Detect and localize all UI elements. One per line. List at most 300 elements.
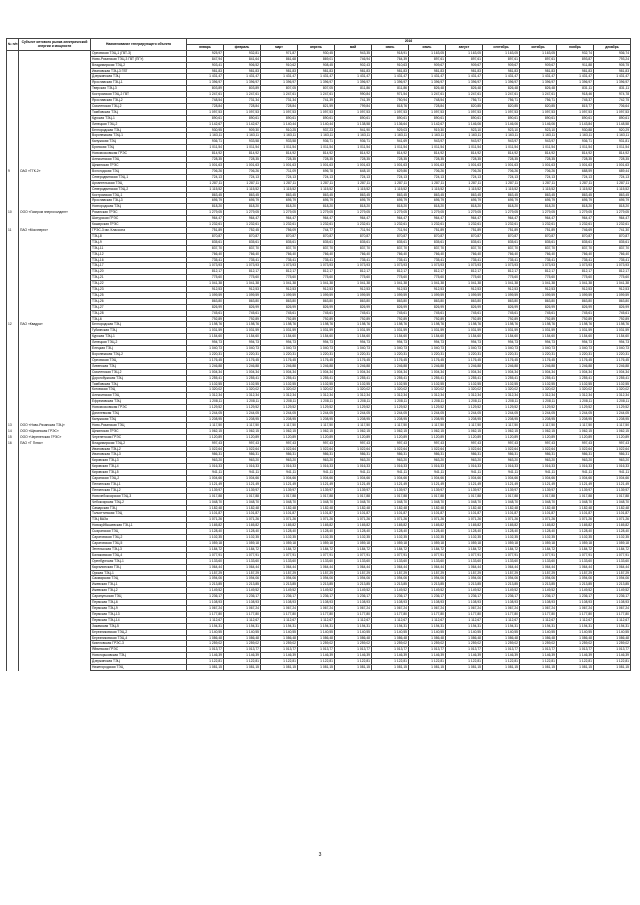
month-value: 1 117,50 bbox=[594, 422, 631, 428]
month-value: 1 097,53 bbox=[520, 109, 557, 115]
month-value: 1 016,33 bbox=[594, 464, 631, 470]
month-value: 1 004,34 bbox=[557, 369, 594, 375]
month-value: 1 122,81 bbox=[409, 659, 446, 665]
month-value: 1 101,87 bbox=[483, 511, 520, 517]
month-value: 1 102,35 bbox=[298, 535, 335, 541]
object-name: Саранская ТЭЦ-2 bbox=[91, 476, 187, 482]
month-value: 1 064,44 bbox=[224, 564, 261, 570]
month-value: 1 004,34 bbox=[261, 369, 298, 375]
month-value: 751,89 bbox=[483, 227, 520, 233]
month-value: 1 208,11 bbox=[520, 399, 557, 405]
month-value: 766,40 bbox=[372, 251, 409, 257]
object-name: Липецкая ТЭЦ-2 bbox=[91, 121, 187, 127]
month-value: 1 182,48 bbox=[594, 505, 631, 511]
month-value: 1 122,81 bbox=[224, 659, 261, 665]
month-value: 941,11 bbox=[298, 470, 335, 476]
month-value: 1 236,17 bbox=[224, 594, 261, 600]
month-value: 1 016,33 bbox=[557, 464, 594, 470]
month-value: 1 213,85 bbox=[298, 582, 335, 588]
month-value: 1 004,34 bbox=[187, 369, 224, 375]
month-value: 1 244,05 bbox=[372, 411, 409, 417]
month-value: 1 165,82 bbox=[483, 523, 520, 529]
month-value: 870,87 bbox=[224, 233, 261, 239]
month-value: 1 213,85 bbox=[520, 582, 557, 588]
month-value: 1 146,39 bbox=[446, 653, 483, 659]
month-value: 994,73 bbox=[372, 340, 409, 346]
month-value: 745,61 bbox=[483, 310, 520, 316]
month-value: 1 320,02 bbox=[261, 387, 298, 393]
month-value: 1 094,06 bbox=[298, 576, 335, 582]
month-value: 986,31 bbox=[372, 452, 409, 458]
month-value: 1 133,60 bbox=[409, 558, 446, 564]
month-value: 964,47 bbox=[224, 216, 261, 222]
month-value: 1 122,81 bbox=[557, 659, 594, 665]
object-name: Курская ТЭЦ-1 bbox=[91, 334, 187, 340]
month-value: 1 086,48 bbox=[261, 635, 298, 641]
month-value: 1 041,38 bbox=[335, 281, 372, 287]
month-value: 1 165,82 bbox=[446, 523, 483, 529]
month-value: 971,54 bbox=[372, 92, 409, 98]
month-value: 1 148,58 bbox=[594, 121, 631, 127]
month-value: 1 067,24 bbox=[298, 605, 335, 611]
month-value: 1 115,52 bbox=[446, 186, 483, 192]
month-value: 863,45 bbox=[446, 192, 483, 198]
month-value: 1 048,70 bbox=[224, 499, 261, 505]
month-value: 812,17 bbox=[298, 269, 335, 275]
month-value: 1 115,52 bbox=[335, 186, 372, 192]
month-value: 1 059,18 bbox=[335, 541, 372, 547]
month-value: 841,64 bbox=[224, 56, 261, 62]
month-value: 1 097,53 bbox=[224, 109, 261, 115]
month-value: 1 244,05 bbox=[187, 411, 224, 417]
month-value: 1 163,11 bbox=[187, 133, 224, 139]
month-value: 1 139,97 bbox=[335, 487, 372, 493]
object-name: Закамская ТЭЦ-5 bbox=[91, 623, 187, 629]
month-value: 814,92 bbox=[224, 151, 261, 157]
month-value: 728,84 bbox=[261, 103, 298, 109]
month-value: 863,80 bbox=[520, 298, 557, 304]
month-value: 1 157,29 bbox=[372, 570, 409, 576]
month-value: 981,83 bbox=[224, 68, 261, 74]
month-value: 735,41 bbox=[298, 257, 335, 263]
month-value: 1 117,50 bbox=[557, 422, 594, 428]
month-value: 936,71 bbox=[557, 139, 594, 145]
month-value: 1 176,45 bbox=[483, 357, 520, 363]
month-value: 1 232,61 bbox=[298, 222, 335, 228]
month-value: 1 139,97 bbox=[557, 487, 594, 493]
month-value: 1 259,02 bbox=[483, 641, 520, 647]
month-value: 1 184,72 bbox=[409, 546, 446, 552]
month-value: 1 022,64 bbox=[298, 446, 335, 452]
month-value: 1 102,35 bbox=[409, 535, 446, 541]
month-value: 748,54 bbox=[187, 98, 224, 104]
row-number: 16 bbox=[7, 440, 19, 446]
month-value: 1 062,15 bbox=[261, 428, 298, 434]
month-value: 728,35 bbox=[187, 157, 224, 163]
object-name: Ижевская ТЭЦ-1 bbox=[91, 582, 187, 588]
month-value: 1 220,31 bbox=[446, 352, 483, 358]
month-value: 925,97 bbox=[187, 50, 224, 56]
month-value: 890,61 bbox=[261, 115, 298, 121]
month-value: 994,73 bbox=[520, 340, 557, 346]
organization-name: ПАО «Т Плюс» bbox=[19, 440, 91, 446]
month-value: 706,26 bbox=[520, 168, 557, 174]
month-value: 1 115,52 bbox=[224, 186, 261, 192]
month-value: 1 279,05 bbox=[298, 210, 335, 216]
month-value: 1 081,15 bbox=[372, 665, 409, 671]
month-value: 1 128,40 bbox=[409, 529, 446, 535]
object-name: Новгородская ТЭЦ bbox=[91, 204, 187, 210]
month-value: 994,73 bbox=[335, 340, 372, 346]
object-name: Брянская ТЭЦ bbox=[91, 145, 187, 151]
month-value: 818,20 bbox=[409, 204, 446, 210]
month-value: 981,83 bbox=[261, 68, 298, 74]
month-value: 1 004,34 bbox=[594, 369, 631, 375]
month-value: 826,99 bbox=[594, 304, 631, 310]
month-value: 1 194,31 bbox=[335, 623, 372, 629]
month-value: 1 097,53 bbox=[298, 109, 335, 115]
object-name: Пермская ТЭЦ-14 bbox=[91, 617, 187, 623]
month-value: 1 013,77 bbox=[409, 647, 446, 653]
object-name: Черепетская ГРЭС bbox=[91, 434, 187, 440]
month-value: 735,41 bbox=[483, 257, 520, 263]
month-value: 994,73 bbox=[409, 340, 446, 346]
month-value: 1 017,88 bbox=[298, 493, 335, 499]
month-value: 1 112,67 bbox=[261, 617, 298, 623]
month-value: 837,70 bbox=[335, 245, 372, 251]
month-value: 835,61 bbox=[483, 239, 520, 245]
month-value: 912,53 bbox=[187, 287, 224, 293]
month-value: 1 022,64 bbox=[372, 446, 409, 452]
month-value: 695,79 bbox=[335, 198, 372, 204]
month-value: 1 194,31 bbox=[594, 623, 631, 629]
month-value: 1 016,33 bbox=[298, 464, 335, 470]
month-value: 1 004,66 bbox=[594, 476, 631, 482]
header-month: октябрь bbox=[520, 44, 557, 50]
month-value: 688,59 bbox=[557, 168, 594, 174]
month-value: 963,20 bbox=[298, 458, 335, 464]
month-value: 775,60 bbox=[187, 275, 224, 281]
month-value: 1 071,26 bbox=[261, 517, 298, 523]
month-value: 1 101,87 bbox=[446, 511, 483, 517]
month-value: 1 431,47 bbox=[335, 74, 372, 80]
object-name: Энгельсская ТЭЦ-3 bbox=[91, 546, 187, 552]
month-value: 735,41 bbox=[594, 257, 631, 263]
month-value: 1 112,67 bbox=[446, 617, 483, 623]
month-value: 908,45 bbox=[298, 62, 335, 68]
month-value: 1 133,60 bbox=[335, 558, 372, 564]
month-value: 1 048,70 bbox=[372, 499, 409, 505]
month-value: 997,43 bbox=[187, 440, 224, 446]
month-value: 1 011,54 bbox=[261, 145, 298, 151]
month-value: 986,31 bbox=[594, 452, 631, 458]
month-value: 818,20 bbox=[372, 204, 409, 210]
month-value: 905,75 bbox=[594, 62, 631, 68]
organization-name: ООО «Ново-Рязанская ТЭЦ» bbox=[19, 422, 91, 428]
header-generating-object: Наименование генерирующего объекта bbox=[91, 39, 187, 51]
month-value: 863,45 bbox=[520, 192, 557, 198]
month-value: 1 062,15 bbox=[520, 428, 557, 434]
month-value: 1 184,72 bbox=[261, 546, 298, 552]
month-value: 1 146,39 bbox=[557, 653, 594, 659]
month-value: 1 287,11 bbox=[520, 180, 557, 186]
month-value: 1 004,34 bbox=[298, 369, 335, 375]
month-value: 1 133,60 bbox=[594, 558, 631, 564]
month-value: 1 236,17 bbox=[557, 594, 594, 600]
month-value: 1 040,73 bbox=[557, 346, 594, 352]
month-value: 890,61 bbox=[372, 115, 409, 121]
object-name: Новогорьковская ТЭЦ bbox=[91, 653, 187, 659]
month-value: 943,97 bbox=[520, 139, 557, 145]
month-value: 964,47 bbox=[335, 216, 372, 222]
header-month: июнь bbox=[372, 44, 409, 50]
month-value: 837,70 bbox=[298, 245, 335, 251]
month-value: 706,26 bbox=[446, 168, 483, 174]
month-value: 1 086,48 bbox=[520, 635, 557, 641]
month-value: 890,61 bbox=[298, 115, 335, 121]
month-value: 1 016,33 bbox=[409, 464, 446, 470]
month-value: 835,61 bbox=[409, 239, 446, 245]
month-value: 1 121,49 bbox=[224, 481, 261, 487]
month-value: 1 163,11 bbox=[261, 133, 298, 139]
organization-name: ПАО «Квадра» bbox=[19, 322, 91, 328]
month-value: 941,11 bbox=[557, 470, 594, 476]
month-value: 1 213,85 bbox=[557, 582, 594, 588]
month-value: 863,80 bbox=[187, 298, 224, 304]
month-value: 1 177,80 bbox=[298, 611, 335, 617]
month-value: 863,45 bbox=[372, 192, 409, 198]
month-value: 1 129,52 bbox=[261, 405, 298, 411]
month-value: 818,20 bbox=[520, 204, 557, 210]
month-value: 932,81 bbox=[224, 50, 261, 56]
month-value: 1 108,93 bbox=[409, 600, 446, 606]
month-value: 1 182,48 bbox=[224, 505, 261, 511]
month-value: 1 064,44 bbox=[298, 564, 335, 570]
month-value: 820,85 bbox=[446, 103, 483, 109]
month-value: 826,99 bbox=[298, 304, 335, 310]
month-value: 1 022,64 bbox=[224, 446, 261, 452]
month-value: 826,99 bbox=[335, 304, 372, 310]
month-value: 837,70 bbox=[261, 245, 298, 251]
object-name: Балаковская ТЭЦ-4 bbox=[91, 552, 187, 558]
month-value: 1 077,91 bbox=[594, 552, 631, 558]
month-value: 1 133,60 bbox=[372, 558, 409, 564]
object-name: Дзержинская ТЭЦ bbox=[91, 659, 187, 665]
month-value: 897,61 bbox=[520, 56, 557, 62]
month-value: 1 182,48 bbox=[483, 505, 520, 511]
month-value: 1 016,33 bbox=[446, 464, 483, 470]
month-value: 923,10 bbox=[520, 127, 557, 133]
month-value: 1 232,61 bbox=[224, 222, 261, 228]
month-value: 1 133,60 bbox=[187, 558, 224, 564]
month-value: 1 182,48 bbox=[557, 505, 594, 511]
object-name: Щекинская ГРЭС bbox=[91, 163, 187, 169]
month-value: 826,99 bbox=[261, 304, 298, 310]
month-value: 1 121,49 bbox=[261, 481, 298, 487]
month-value: 1 139,97 bbox=[409, 487, 446, 493]
month-value: 751,89 bbox=[520, 227, 557, 233]
month-value: 1 146,39 bbox=[594, 653, 631, 659]
month-value: 963,20 bbox=[335, 458, 372, 464]
month-value: 1 062,15 bbox=[557, 428, 594, 434]
month-value: 792,89 bbox=[594, 316, 631, 322]
month-value: 812,17 bbox=[335, 269, 372, 275]
month-value: 766,40 bbox=[520, 251, 557, 257]
month-value: 1 017,88 bbox=[446, 493, 483, 499]
month-value: 1 094,06 bbox=[372, 576, 409, 582]
month-value: 1 101,87 bbox=[224, 511, 261, 517]
month-value: 1 213,85 bbox=[187, 582, 224, 588]
month-value: 1 071,26 bbox=[298, 517, 335, 523]
month-value: 1 071,26 bbox=[594, 517, 631, 523]
month-value: 1 073,93 bbox=[520, 263, 557, 269]
month-value: 1 220,31 bbox=[224, 352, 261, 358]
month-value: 835,61 bbox=[372, 239, 409, 245]
month-value: 1 133,60 bbox=[298, 558, 335, 564]
month-value: 963,20 bbox=[187, 458, 224, 464]
month-value: 1 102,55 bbox=[557, 381, 594, 387]
month-value: 1 129,52 bbox=[483, 405, 520, 411]
month-value: 912,53 bbox=[298, 287, 335, 293]
month-value: 728,84 bbox=[187, 103, 224, 109]
month-value: 936,74 bbox=[594, 50, 631, 56]
month-value: 695,79 bbox=[298, 198, 335, 204]
month-value: 1 246,88 bbox=[594, 363, 631, 369]
month-value: 1 236,17 bbox=[298, 594, 335, 600]
month-value: 1 013,77 bbox=[372, 647, 409, 653]
month-value: 1 154,60 bbox=[520, 334, 557, 340]
month-value: 812,17 bbox=[483, 269, 520, 275]
month-value: 1 120,89 bbox=[483, 434, 520, 440]
month-value: 1 259,02 bbox=[187, 641, 224, 647]
month-value: 981,83 bbox=[335, 68, 372, 74]
month-value: 1 013,77 bbox=[335, 647, 372, 653]
month-value: 1 312,34 bbox=[224, 393, 261, 399]
month-value: 941,11 bbox=[261, 470, 298, 476]
row-number: 11 bbox=[7, 227, 19, 233]
month-value: 1 071,26 bbox=[446, 517, 483, 523]
month-value: 1 041,38 bbox=[187, 281, 224, 287]
object-name: Шатурская ГРЭС bbox=[91, 216, 187, 222]
month-value: 1 102,55 bbox=[224, 381, 261, 387]
month-value: 1 077,91 bbox=[261, 552, 298, 558]
month-value: 1 001,63 bbox=[594, 163, 631, 169]
month-value: 1 287,11 bbox=[594, 180, 631, 186]
month-value: 1 194,31 bbox=[298, 623, 335, 629]
month-value: 1 259,02 bbox=[446, 641, 483, 647]
month-value: 745,61 bbox=[187, 310, 224, 316]
object-name: Костромская ТЭЦ-2 ГВТ bbox=[91, 92, 187, 98]
month-value: 792,89 bbox=[446, 316, 483, 322]
month-value: 1 246,88 bbox=[372, 363, 409, 369]
month-value: 997,43 bbox=[409, 440, 446, 446]
month-value: 1 102,55 bbox=[520, 381, 557, 387]
month-value: 1 142,67 bbox=[187, 121, 224, 127]
object-name: Ярославская ТЭЦ-1 bbox=[91, 80, 187, 86]
month-value: 1 129,52 bbox=[298, 405, 335, 411]
month-value: 695,79 bbox=[483, 198, 520, 204]
month-value: 1 081,15 bbox=[446, 665, 483, 671]
month-value: 1 140,55 bbox=[261, 629, 298, 635]
month-value: 1 017,88 bbox=[372, 493, 409, 499]
month-value: 1 064,44 bbox=[335, 564, 372, 570]
month-value: 724,13 bbox=[224, 174, 261, 180]
month-value: 981,83 bbox=[594, 68, 631, 74]
month-value: 1 067,24 bbox=[520, 605, 557, 611]
month-value: 1 431,47 bbox=[557, 74, 594, 80]
month-value: 1 208,11 bbox=[298, 399, 335, 405]
object-name: Сарапульская ТЭЦ bbox=[91, 594, 187, 600]
month-value: 1 255,41 bbox=[446, 375, 483, 381]
month-value: 1 140,44 bbox=[261, 121, 298, 127]
month-value: 1 213,85 bbox=[335, 582, 372, 588]
month-value: 1 041,38 bbox=[446, 281, 483, 287]
month-value: 1 041,38 bbox=[520, 281, 557, 287]
month-value: 1 149,52 bbox=[594, 588, 631, 594]
month-value: 814,92 bbox=[594, 151, 631, 157]
month-value: 745,61 bbox=[224, 310, 261, 316]
month-value: 1 198,76 bbox=[335, 322, 372, 328]
month-value: 1 022,64 bbox=[187, 446, 224, 452]
month-value: 863,80 bbox=[298, 298, 335, 304]
month-value: 1 194,31 bbox=[557, 623, 594, 629]
month-value: 1 115,52 bbox=[261, 186, 298, 192]
month-value: 863,80 bbox=[335, 298, 372, 304]
month-value: 1 004,34 bbox=[372, 369, 409, 375]
month-value: 1 102,35 bbox=[594, 535, 631, 541]
object-name: Ново-Рязанская ТЭЦ bbox=[91, 422, 187, 428]
object-name: ТЭЦ-6 bbox=[91, 316, 187, 322]
month-value: 1 184,72 bbox=[483, 546, 520, 552]
month-value: 943,97 bbox=[446, 139, 483, 145]
month-value: 1 086,48 bbox=[372, 635, 409, 641]
month-value: 1 022,64 bbox=[483, 446, 520, 452]
month-value: 1 062,15 bbox=[594, 428, 631, 434]
month-value: 818,20 bbox=[224, 204, 261, 210]
month-value: 1 128,40 bbox=[520, 529, 557, 535]
object-name: Ивановская ТЭЦ-2 bbox=[91, 446, 187, 452]
month-value: 1 232,61 bbox=[520, 222, 557, 228]
month-value: 941,11 bbox=[483, 470, 520, 476]
month-value: 1 154,60 bbox=[409, 334, 446, 340]
month-value: 695,79 bbox=[520, 198, 557, 204]
month-value: 1 396,97 bbox=[446, 80, 483, 86]
month-value: 1 157,29 bbox=[335, 570, 372, 576]
month-value: 1 184,72 bbox=[446, 546, 483, 552]
month-value: 1 077,91 bbox=[409, 552, 446, 558]
month-value: 1 121,49 bbox=[187, 481, 224, 487]
month-value: 1 236,17 bbox=[261, 594, 298, 600]
month-value: 1 246,88 bbox=[409, 363, 446, 369]
month-value: 1 198,76 bbox=[594, 322, 631, 328]
month-value: 1 163,11 bbox=[224, 133, 261, 139]
month-value: 724,13 bbox=[483, 174, 520, 180]
month-value: 1 279,05 bbox=[594, 210, 631, 216]
month-value: 1 136,64 bbox=[372, 121, 409, 127]
month-value: 1 073,93 bbox=[483, 263, 520, 269]
month-value: 766,40 bbox=[335, 251, 372, 257]
month-value: 812,17 bbox=[261, 269, 298, 275]
month-value: 811,86 bbox=[372, 86, 409, 92]
month-value: 1 040,73 bbox=[520, 346, 557, 352]
month-value: 863,45 bbox=[483, 192, 520, 198]
month-value: 1 108,93 bbox=[557, 600, 594, 606]
month-value: 1 246,88 bbox=[187, 363, 224, 369]
month-value: 1 097,53 bbox=[594, 109, 631, 115]
month-value: 1 396,97 bbox=[187, 80, 224, 86]
month-value: 728,35 bbox=[261, 157, 298, 163]
month-value: 1 004,34 bbox=[409, 369, 446, 375]
